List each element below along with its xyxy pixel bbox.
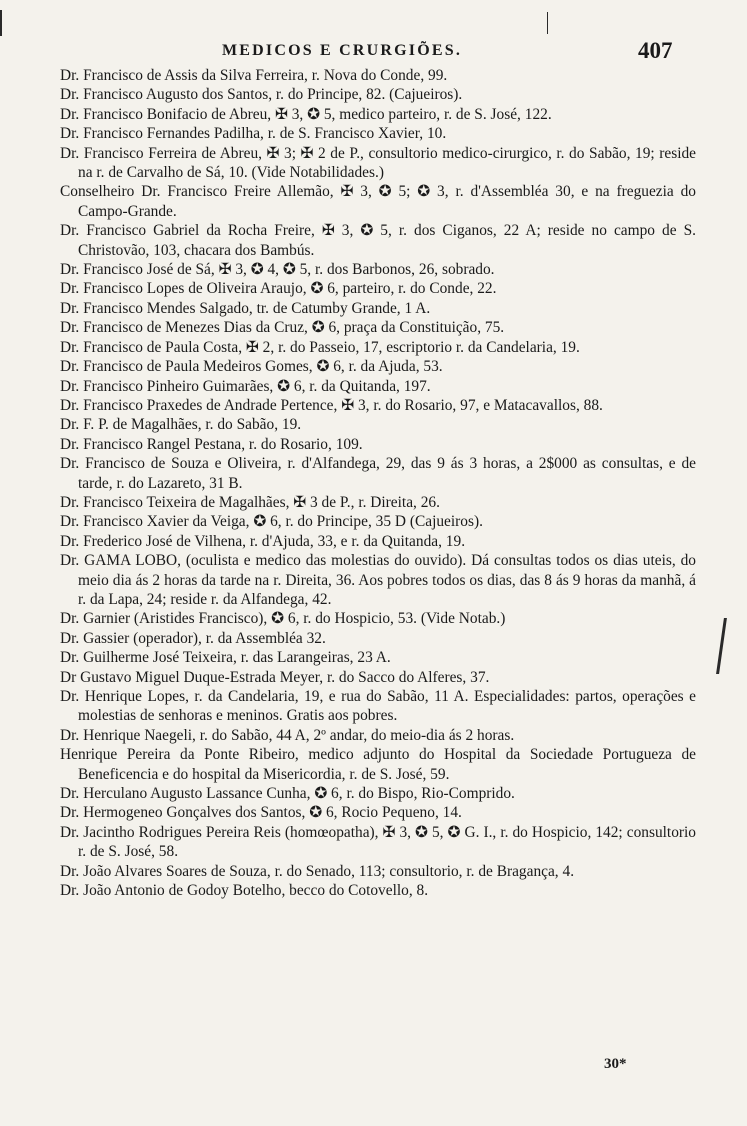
directory-entry: Dr. Francisco Praxedes de Andrade Pertence, ✠ 3, r. do Rosario, 97, e Matacavallos, 88. <box>60 396 603 414</box>
directory-entry: Dr. Francisco Teixeira de Magalhães, ✠ 3 de P., r. Direita, 26. <box>60 493 440 511</box>
margin-mark-right <box>716 618 727 674</box>
directory-entry: Dr. GAMA LOBO, (oculista e medico das molestias do ouvido). Dá consultas todos os dias uteis, do meio dia ás 2 horas da tarde na r. Direita, 36. Aos pobres todos os dias, das 8 ás 9 horas da manhã, á r. da Lapa, 24; reside r. da Alfandega, 42. <box>60 552 696 608</box>
directory-entry: Dr. Hermogeneo Gonçalves dos Santos, ✪ 6, Rocio Pequeno, 14. <box>60 804 462 822</box>
signature-mark: 30* <box>604 1056 627 1072</box>
directory-entry: Dr. Francisco Lopes de Oliveira Araujo, ✪ 6, parteiro, r. do Conde, 22. <box>60 280 497 298</box>
running-title: MEDICOS E CRURGIÕES. <box>222 42 463 59</box>
directory-entry: Dr. Herculano Augusto Lassance Cunha, ✪ 6, r. do Bispo, Rio-Comprido. <box>60 785 515 803</box>
directory-entry: Dr. João Alvares Soares de Souza, r. do Senado, 113; consultorio, r. de Bragança, 4. <box>60 862 575 880</box>
directory-entry: Dr. Francisco Pinheiro Guimarães, ✪ 6, r. da Quitanda, 197. <box>60 377 431 395</box>
directory-entry: Dr. João Antonio de Godoy Botelho, becco do Cotovello, 8. <box>60 882 429 900</box>
directory-entry: Dr. F. P. de Magalhães, r. do Sabão, 19. <box>60 416 302 434</box>
directory-entry: Dr. Francisco de Souza e Oliveira, r. d'Alfandega, 29, das 9 ás 3 horas, a 2$000 as consultas, e de tarde, r. do Lazareto, 31 B. <box>60 455 696 492</box>
directory-entry: Dr. Francisco de Assis da Silva Ferreira, r. Nova do Conde, 99. <box>60 67 448 84</box>
directory-entry: Dr. Gassier (operador), r. da Assembléa 32. <box>60 629 326 647</box>
directory-entries <box>60 66 696 900</box>
directory-entry: Dr. Francisco Gabriel da Rocha Freire, ✠ 3, ✪ 5, r. dos Ciganos, 22 A; reside no campo de S. Christovão, 103, chacara dos Bambús. <box>60 222 696 259</box>
directory-entry: Dr. Francisco de Menezes Dias da Cruz, ✪ 6, praça da Constituição, 75. <box>60 319 505 337</box>
margin-mark-top <box>547 12 548 34</box>
page-header <box>0 38 747 66</box>
margin-mark-left <box>0 10 2 36</box>
directory-entry: Dr. Francisco José de Sá, ✠ 3, ✪ 4, ✪ 5, r. dos Barbonos, 26, sobrado. <box>60 261 495 279</box>
directory-entry: Dr. Henrique Lopes, r. da Candelaria, 19, e rua do Sabão, 11 A. Especialidades: partos, operações e molestias de senhoras e meninos. Gratis aos pobres. <box>60 688 696 725</box>
directory-entry: Dr. Guilherme José Teixeira, r. das Larangeiras, 23 A. <box>60 649 391 667</box>
directory-entry: Dr. Francisco Xavier da Veiga, ✪ 6, r. do Principe, 35 D (Cajueiros). <box>60 513 483 531</box>
directory-entry: Dr. Francisco Ferreira de Abreu, ✠ 3; ✠ 2 de P., consultorio medico-cirurgico, r. do Sabão, 19; reside na r. de Carvalho de Sá, 10. (Vide Notabilidades.) <box>60 144 696 182</box>
directory-entry: Dr. Francisco Rangel Pestana, r. do Rosario, 109. <box>60 435 363 453</box>
directory-entry: Dr Gustavo Miguel Duque-Estrada Meyer, r. do Sacco do Alferes, 37. <box>60 668 490 686</box>
directory-entry: Henrique Pereira da Ponte Ribeiro, medico adjunto do Hospital da Sociedade Portugueza de Beneficencia e do hospital da Misericordia, r. de S. José, 59. <box>60 746 696 783</box>
directory-entry: Dr. Francisco Bonifacio de Abreu, ✠ 3, ✪ 5, medico parteiro, r. de S. José, 122. <box>60 105 552 123</box>
directory-entry: Dr. Henrique Naegeli, r. do Sabão, 44 A, 2º andar, do meio-dia ás 2 horas. <box>60 726 515 744</box>
directory-entry: Dr. Francisco Augusto dos Santos, r. do Principe, 82. (Cajueiros). <box>60 86 463 104</box>
directory-entry: Conselheiro Dr. Francisco Freire Allemão, ✠ 3, ✪ 5; ✪ 3, r. d'Assembléa 30, e na freguezia do Campo-Grande. <box>60 183 696 220</box>
directory-entry: Dr. Frederico José de Vilhena, r. d'Ajuda, 33, e r. da Quitanda, 19. <box>60 532 466 550</box>
page-number: 407 <box>638 38 673 63</box>
directory-entry: Dr. Francisco de Paula Medeiros Gomes, ✪ 6, r. da Ajuda, 53. <box>60 358 443 376</box>
directory-entry: Dr. Francisco de Paula Costa, ✠ 2, r. do Passeio, 17, escriptorio r. da Candelaria, 19. <box>60 338 580 356</box>
directory-entry: Dr. Jacintho Rodrigues Pereira Reis (homœopatha), ✠ 3, ✪ 5, ✪ G. I., r. do Hospicio, 142; consultorio r. de S. José, 58. <box>60 823 696 861</box>
directory-entry: Dr. Francisco Mendes Salgado, tr. de Catumby Grande, 1 A. <box>60 299 431 317</box>
directory-entry: Dr. Francisco Fernandes Padilha, r. de S. Francisco Xavier, 10. <box>60 125 447 143</box>
directory-entry: Dr. Garnier (Aristides Francisco), ✪ 6, r. do Hospicio, 53. (Vide Notab.) <box>60 610 506 628</box>
